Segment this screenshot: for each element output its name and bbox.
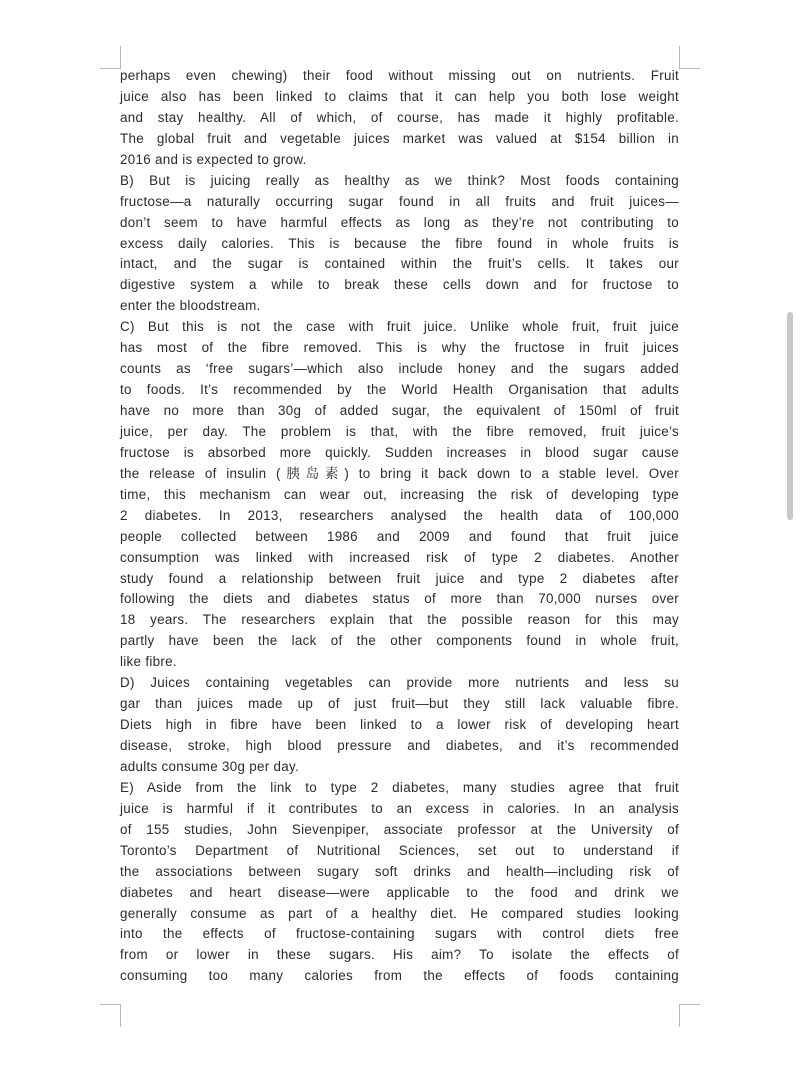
crop-mark-top-left xyxy=(100,46,121,69)
text-line: The global fruit and vegetable juices market was valued at $154 billion in xyxy=(120,130,679,146)
text-line: the release of insulin (胰岛素) to bring it back down to a stable level. Over xyxy=(120,465,679,481)
text-line: Diets high in fibre have been linked to a lower risk of developing heart xyxy=(120,717,679,733)
text-line: like fibre. xyxy=(120,654,177,670)
crop-mark-bottom-left xyxy=(100,1004,121,1027)
text-line: following the diets and diabetes status of more than 70,000 nurses over xyxy=(120,591,679,607)
text-line: don’t seem to have harmful effects as long as they’re not contributing to xyxy=(120,214,679,230)
text-line: juice also has been linked to claims that it can help you both lose weight xyxy=(120,88,679,104)
text-line: partly have been the lack of the other components found in whole fruit, xyxy=(120,633,679,649)
text-line: have no more than 30g of added sugar, the equivalent of 150ml of fruit xyxy=(120,403,679,418)
text-line: 18 years. The researchers explain that the possible reason for this may xyxy=(120,612,679,628)
text-line: of 155 studies, John Sievenpiper, associate professor at the University of xyxy=(120,821,679,837)
text-line: the associations between sugary soft drinks and health—including risk of xyxy=(120,863,679,879)
text-line: and stay healthy. All of which, of course, has made it highly profitable. xyxy=(120,109,679,125)
document-body xyxy=(120,66,679,987)
text-line: C) But this is not the case with fruit juice. Unlike whole fruit, fruit juice xyxy=(120,319,679,335)
text-line: E) Aside from the link to type 2 diabetes, many studies agree that fruit xyxy=(120,779,679,795)
text-line: digestive system a while to break these cells down and for fructose to xyxy=(120,277,679,293)
text-line: has most of the fibre removed. This is why the fructose in fruit juices xyxy=(120,340,679,356)
text-line: adults consume 30g per day. xyxy=(120,758,300,774)
text-line: gar than juices made up of just fruit—but they still lack valuable fibre. xyxy=(120,696,679,712)
text-line: people collected between 1986 and 2009 and found that fruit juice xyxy=(120,528,679,544)
crop-mark-top-right xyxy=(679,46,700,69)
text-line: excess daily calories. This is because the fibre found in whole fruits is xyxy=(120,235,679,251)
text-line: B) But is juicing really as healthy as we think? Most foods containing xyxy=(120,172,679,188)
crop-mark-bottom-right xyxy=(679,1004,700,1027)
text-line: perhaps even chewing) their food without missing out on nutrients. Fruit xyxy=(120,68,679,83)
scrollbar-thumb[interactable] xyxy=(787,312,793,520)
text-line: generally consume as part of a healthy diet. He compared studies looking xyxy=(120,905,679,921)
text-line: disease, stroke, high blood pressure and diabetes, and it’s recommended xyxy=(120,738,679,753)
text-line: to foods. It’s recommended by the World Health Organisation that adults xyxy=(120,382,679,398)
text-line: consuming too many calories from the effects of foods containing xyxy=(120,968,679,984)
text-line: into the effects of fructose-containing sugars with control diets free xyxy=(120,926,679,942)
text-line: juice is harmful if it contributes to an excess in calories. In an analysis xyxy=(120,800,679,816)
text-line: fructose is absorbed more quickly. Sudden increases in blood sugar cause xyxy=(120,444,679,460)
text-line: enter the bloodstream. xyxy=(120,298,261,314)
text-line: 2016 and is expected to grow. xyxy=(120,151,307,167)
text-line: D) Juices containing vegetables can provide more nutrients and less su xyxy=(120,675,679,691)
text-line: from or lower in these sugars. His aim? To isolate the effects of xyxy=(120,947,679,963)
text-line: Toronto’s Department of Nutritional Sciences, set out to understand if xyxy=(120,842,679,858)
text-line: intact, and the sugar is contained within the fruit’s cells. It takes our xyxy=(120,256,679,272)
text-line: fructose—a naturally occurring sugar found in all fruits and fruit juices— xyxy=(120,193,679,209)
text-line: counts as ‘free sugars’—which also include honey and the sugars added xyxy=(120,361,679,377)
text-line: diabetes and heart disease—were applicable to the food and drink we xyxy=(120,884,679,900)
text-line: time, this mechanism can wear out, increasing the risk of developing type xyxy=(120,486,679,502)
text-line: 2 diabetes. In 2013, researchers analysed the health data of 100,000 xyxy=(120,507,679,523)
text-line: consumption was linked with increased risk of type 2 diabetes. Another xyxy=(120,549,679,565)
text-line: study found a relationship between fruit juice and type 2 diabetes after xyxy=(120,570,679,586)
text-line: juice, per day. The problem is that, with the fibre removed, fruit juice’s xyxy=(120,423,679,439)
